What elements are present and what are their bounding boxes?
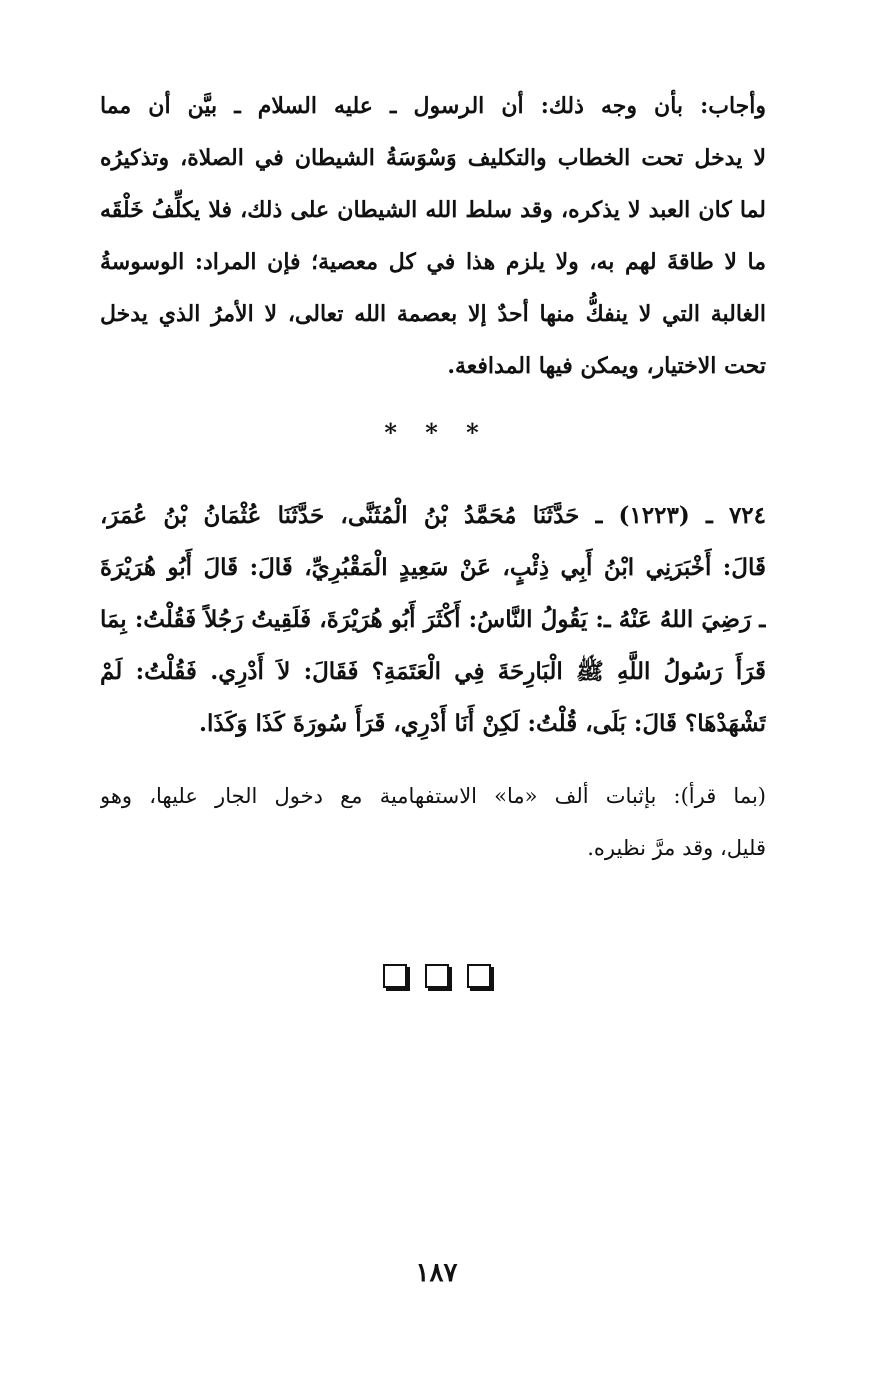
square-ornament-icon: [383, 964, 407, 988]
commentary-paragraph: [100, 770, 766, 874]
text-line: ٧٢٤ ـ (١٢٢٣) ـ حَدَّثَنَا مُحَمَّدُ بْنُ الْمُثَنَّى، حَدَّثَنَا عُثْمَانُ بْنُ عُمَرَ،: [100, 502, 766, 529]
text-line: تحت الاختيار، ويمكن فيها المدافعة.: [447, 353, 766, 379]
square-ornament-icon: [425, 964, 449, 988]
text-line: وأجاب: بأن وجه ذلك: أن الرسول ـ عليه السلام ـ بيَّن أن مما: [100, 93, 766, 119]
page-number: ١٨٧: [415, 1258, 458, 1288]
text-line: (بما قرأ): بإثبات ألف «ما» الاستفهامية مع دخول الجار عليها، وهو: [100, 784, 766, 808]
section-separator: * * *: [384, 418, 489, 447]
text-line: تَشْهَدْهَا؟ قَالَ: بَلَى، قُلْتُ: لَكِنْ أَنَا أَدْرِي، قَرَأَ سُورَةَ كَذَا وَكَذَا.: [198, 710, 766, 737]
explanation-paragraph: [100, 80, 766, 392]
hadith-paragraph: [100, 490, 766, 750]
chapter-end-ornament: [0, 964, 873, 988]
text-line: ـ رَضِيَ اللهُ عَنْهُ ـ: يَقُولُ النَّاسُ: أَكْثَرَ أَبُو هُرَيْرَةَ، فَلَقِيتُ رَجُلاً فَقُلْتُ: بِمَا: [100, 606, 766, 633]
text-line: قليل، وقد مرَّ نظيره.: [587, 836, 766, 860]
text-line: قَرَأَ رَسُولُ اللَّهِ ﷺ الْبَارِحَةَ فِي الْعَتَمَةِ؟ فَقَالَ: لاَ أَدْرِي. فَقُلْتُ: لَمْ: [100, 658, 766, 685]
text-line: لا يدخل تحت الخطاب والتكليف وَسْوَسَةُ الشيطان في الصلاة، وتذكيرُه: [100, 145, 766, 171]
square-ornament-icon: [467, 964, 491, 988]
text-line: ما لا طاقةَ لهم به، ولا يلزم هذا في كل معصية؛ فإن المراد: الوسوسةُ: [100, 249, 766, 275]
text-line: لما كان العبد لا يذكره، وقد سلط الله الشيطان على ذلك، فلا يكلِّفُ خَلْقَه: [100, 197, 766, 223]
text-line: الغالبة التي لا ينفكُّ منها أحدٌ إلا بعصمة الله تعالى، لا الأمرُ الذي يدخل: [100, 301, 766, 327]
text-line: قَالَ: أَخْبَرَنِي ابْنُ أَبِي ذِئْبٍ، عَنْ سَعِيدٍ الْمَقْبُرِيِّ، قَالَ: قَالَ أَبُو هُرَيْرَةَ: [100, 554, 766, 581]
